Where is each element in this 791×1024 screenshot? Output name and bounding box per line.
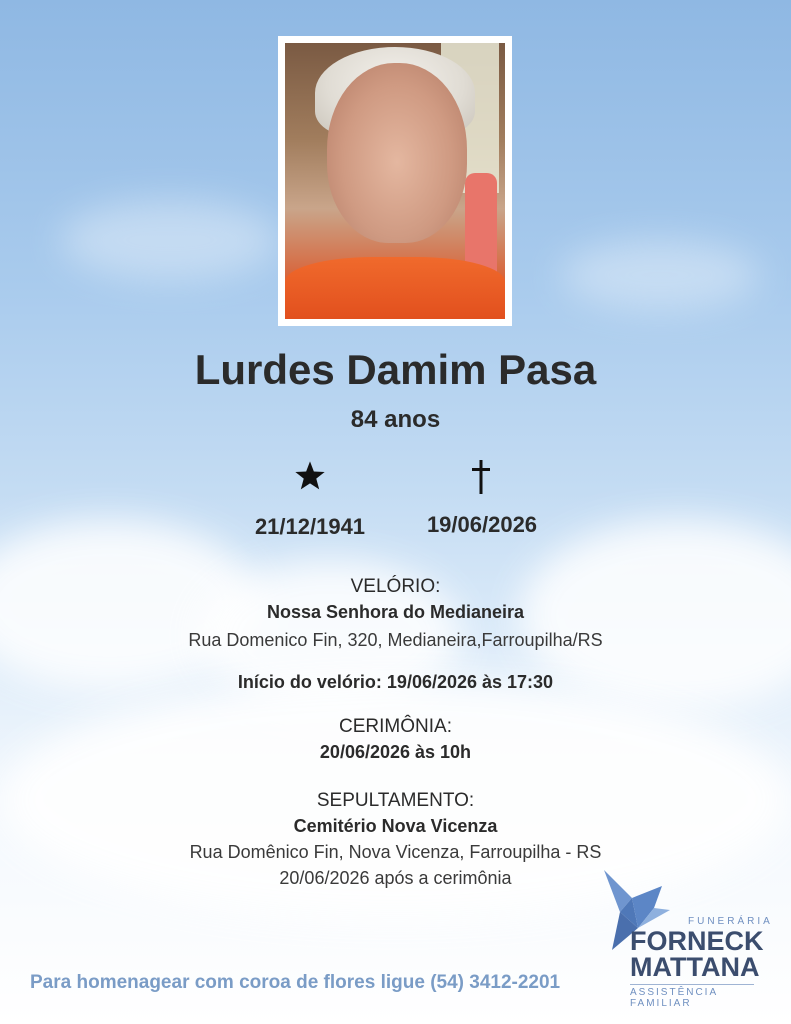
portrait-photo — [285, 43, 505, 319]
sepultamento-heading: SEPULTAMENTO: — [316, 790, 475, 811]
cloud — [560, 240, 760, 310]
logo-forneck: FORNECK — [630, 926, 764, 956]
star-icon — [294, 460, 326, 492]
sepultamento-address: Rua Domênico Fin, Nova Vicenza, Farroupilha - RS — [189, 842, 602, 862]
cross-icon — [470, 460, 492, 494]
portrait-frame — [278, 36, 512, 326]
cloud — [60, 200, 280, 280]
velorio-address: Rua Domenico Fin, 320, Medianeira,Farroupilha/RS — [188, 630, 603, 650]
photo-shirt — [285, 257, 505, 319]
footer-phone-text: Para homenagear com coroa de flores ligue (54) 3412-2201 — [30, 972, 561, 993]
photo-face — [327, 63, 467, 243]
cerimonia-heading: CERIMÔNIA: — [339, 716, 452, 737]
logo-mattana: MATTANA — [630, 952, 760, 982]
funeral-home-logo — [598, 868, 773, 1009]
death-date: 19/06/2026 — [426, 512, 538, 537]
velorio-start: Início do velório: 19/06/2026 às 17:30 — [237, 672, 554, 692]
deceased-name: Lurdes Damim Pasa — [194, 346, 597, 393]
deceased-age: 84 anos — [350, 406, 441, 433]
sepultamento-place: Cemitério Nova Vicenza — [293, 816, 498, 836]
sepultamento-when: 20/06/2026 após a cerimônia — [279, 868, 512, 888]
velorio-place: Nossa Senhora do Medianeira — [266, 602, 525, 622]
cerimonia-datetime: 20/06/2026 às 10h — [319, 742, 472, 762]
velorio-heading: VELÓRIO: — [350, 576, 441, 597]
logo-assistencia: ASSISTÊNCIA FAMILIAR — [630, 984, 754, 1009]
birth-date: 21/12/1941 — [254, 514, 366, 539]
logo-funeraria: FUNERÁRIA — [688, 916, 773, 927]
